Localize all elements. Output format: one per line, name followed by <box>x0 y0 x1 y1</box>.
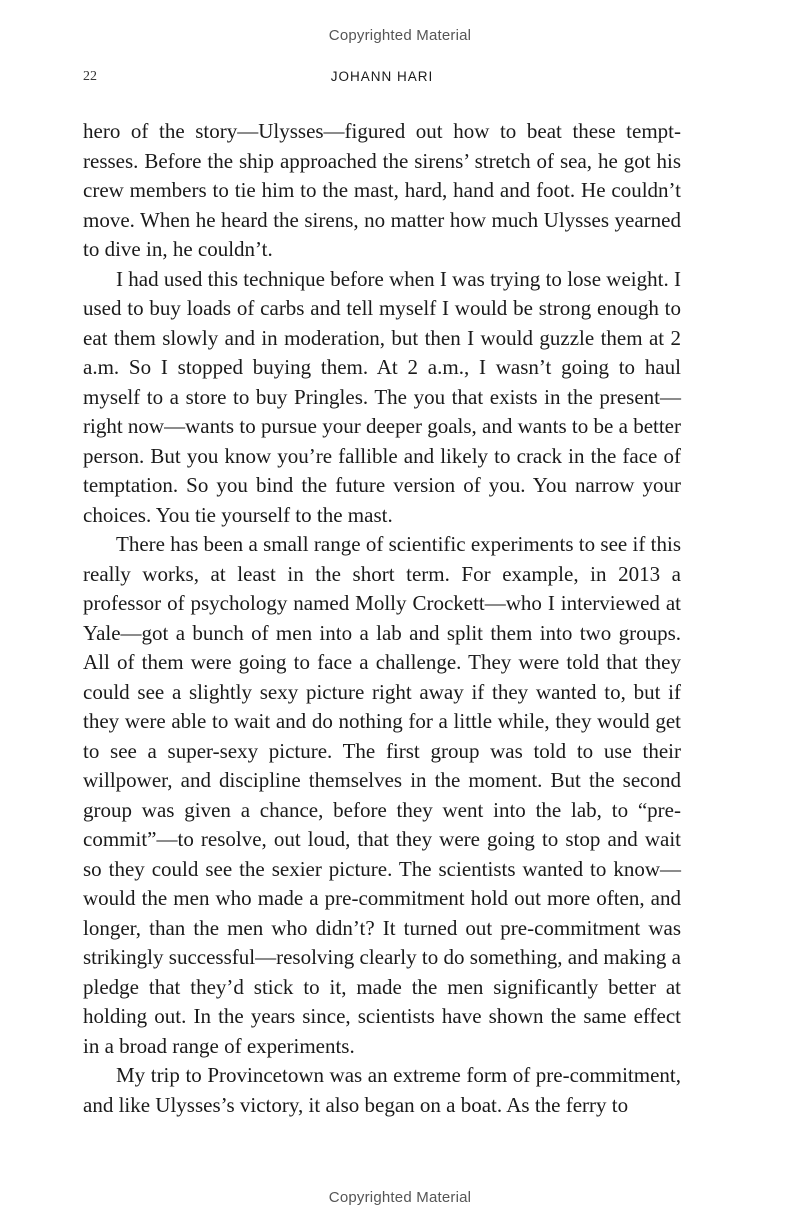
paragraph-4: My trip to Provincetown was an extreme form of pre-commitment, and like Ulysses’s victory, it also began on a boat. As the ferry to <box>83 1063 681 1117</box>
body-text <box>83 117 681 1120</box>
copyright-notice-top: Copyrighted Material <box>328 27 472 44</box>
paragraph-3: There has been a small range of scientific experiments to see if this really works, at least in the short term. For example, in 2013 a professor of psychology named Molly Crockett—who I interviewed at Yale—got a bunch of men into a lab and split them into two groups. All of them were going to face a challenge. They were told that they could see a slightly sexy picture right away if they wanted to, but if they were able to wait and do nothing for a little while, they would get to see a super-sexy picture. The first group was told to use their willpower, and discipline themselves in the moment. But the second group was given a chance, before they went into the lab, to “pre-commit”—to resolve, out loud, that they were going to stop and wait so they could see the sexier picture. The scientists wanted to know—would the men who made a pre-commitment hold out more often, and longer, than the men who didn’t? It turned out pre-commitment was strikingly successful—resolving clearly to do something, and making a pledge that they’d stick to it, made the men significantly better at holding out. In the years since, scientists have shown the same effect in a broad range of experiments. <box>83 532 681 1058</box>
running-head <box>83 69 681 89</box>
copyright-notice-bottom: Copyrighted Material <box>328 1189 472 1206</box>
author-name: JOHANN HARI <box>330 69 434 84</box>
page-number: 22 <box>83 69 97 84</box>
paragraph-2: I had used this technique before when I was trying to lose weight. I used to buy loads of carbs and tell myself I would be strong enough to eat them slowly and in moderation, but then I would guzzle them at 2 a.m. So I stopped buying them. At 2 a.m., I wasn’t going to haul myself to a store to buy Pringles. The you that exists in the present—right now—wants to pursue your deeper goals, and wants to be a better person. But you know you’re fallible and likely to crack in the face of temptation. So you bind the future version of you. You narrow your choices. You tie yourself to the mast. <box>83 266 681 527</box>
paragraph-1: hero of the story—Ulysses—figured out how to beat these tempt-resses. Before the ship approached the sirens’ stretch of sea, he got his crew members to tie him to the mast, hard, hand and foot. He couldn’t move. When he heard the sirens, no matter how much Ulysses yearned to dive in, he couldn’t. <box>83 119 681 261</box>
